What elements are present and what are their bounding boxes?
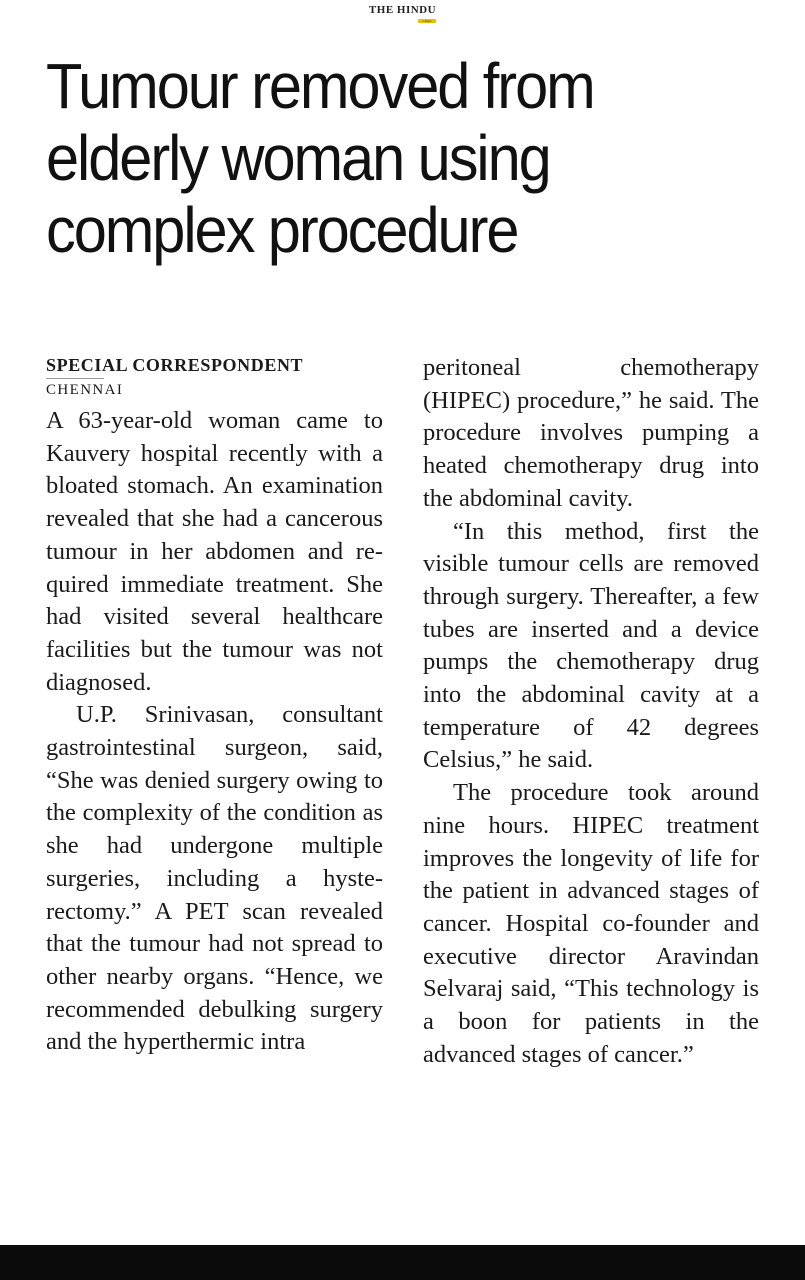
article-paragraph-2-continued: peritoneal chemotherapy (HIPEC) procedure,” he said. The procedure involves pumping a heated chemotherapy drug into the abdominal cavity. bbox=[423, 354, 759, 512]
masthead bbox=[0, 0, 805, 22]
bottom-navigation-bar bbox=[0, 1245, 805, 1280]
headline: Tumour removed from elderly woman using complex procedure bbox=[46, 50, 594, 266]
article-paragraph-3: “In this method, first the visible tumour cells are removed through surgery. Thereafter, a few tubes are inserted and a device pumps the chemotherapy drug into the abdominal cavity at a temperature of 42 degrees Celsius,” he said. bbox=[423, 517, 759, 774]
byline-author: SPECIAL CORRESPONDENT bbox=[46, 355, 304, 375]
article-column-left bbox=[46, 352, 383, 1059]
article-column-right bbox=[423, 352, 759, 1071]
article-paragraph-2-start: U.P. Srinivasan, consultant gastrointestinal surgeon, said, “She was denied surgery owing to the complexity of the condition as she had undergone multiple surgeries, including a hysterectomy.” A PET scan revealed that the tumour had not spread to other nearby organs. “Hence, we recommended debulking surgery and the hyperthermic intra bbox=[46, 701, 383, 1056]
article-paragraph-1: A 63-year-old woman came to Kauvery hospital recently with a bloated stomach. An examination revealed that she had a cancerous tumour in her abdomen and required immediate treatment. She had visited several healthcare facilities but the tumour was not diagnosed. bbox=[46, 407, 383, 696]
dateline: CHENNAI bbox=[46, 382, 124, 398]
article-paragraph-4: The procedure took around nine hours. HIPEC treatment improves the longevity of life for the patient in advanced stages of cancer. Hospital co-founder and executive director Aravindan Selvaraj said, “This technology is a boon for patients in the advanced stages of cancer.” bbox=[423, 779, 759, 1068]
epaper-badge: e-Paper bbox=[418, 19, 436, 23]
newspaper-logo: THE HINDU bbox=[368, 4, 437, 16]
